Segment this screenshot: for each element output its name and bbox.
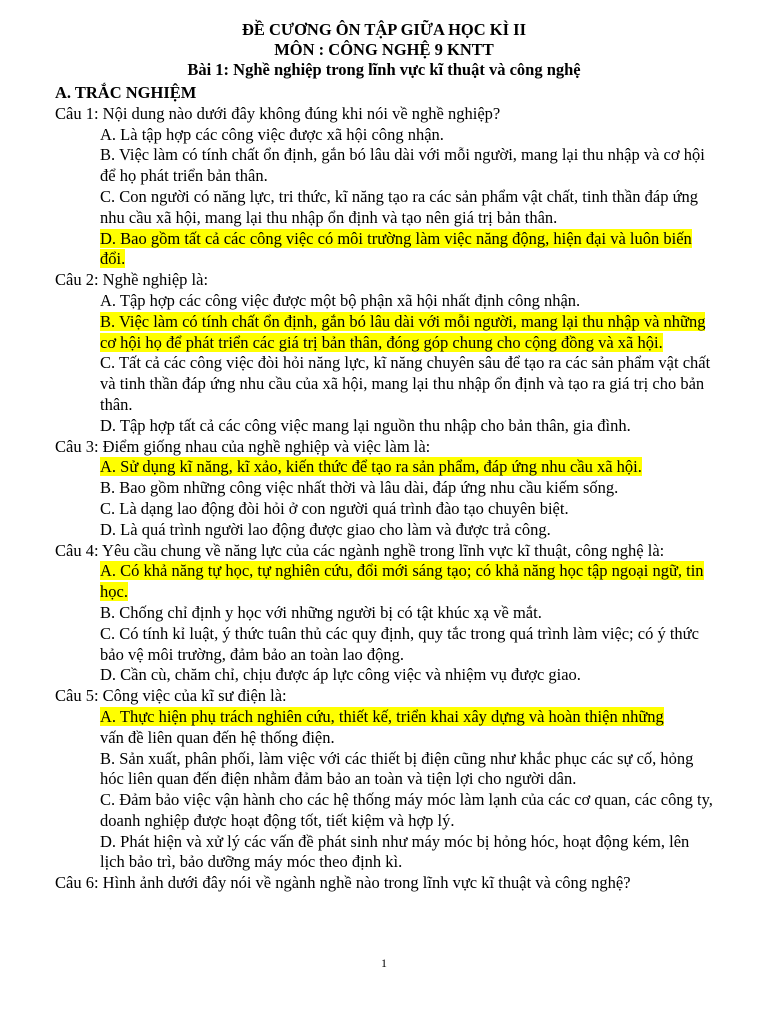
option-2b-answer [100, 312, 718, 354]
option-text: C. Đảm bảo việc vận hành cho các hệ thống máy móc làm lạnh của các cơ quan, các công ty, doanh nghiệp được hoạt động tốt, tiết kiệm và hợp lý. [100, 790, 713, 830]
option-text: B. Sản xuất, phân phối, làm việc với các thiết bị điện cũng như khắc phục các sự cố, hỏng hóc liên quan đến điện nhằm đảm bảo an toàn và tiện lợi cho người dân. [100, 748, 694, 789]
question-4: Câu 4: Yêu cầu chung về năng lực của các ngành nghề trong lĩnh vực kĩ thuật, công nghệ là: [55, 540, 665, 560]
option-1c [100, 187, 718, 229]
option-3c [100, 499, 718, 520]
option-text-continued: vấn đề liên quan đến hệ thống điện. [100, 727, 335, 747]
highlighted-answer: D. Bao gồm tất cả các công việc có môi trường làm việc năng động, hiện đại và luôn biến đổi. [100, 228, 692, 269]
option-text: A. Là tập hợp các công việc được xã hội công nhận. [100, 124, 444, 144]
option-2d [100, 416, 718, 437]
option-2c [100, 353, 718, 415]
option-3d [100, 520, 718, 541]
option-3a-answer [100, 457, 718, 478]
option-1d-answer [100, 229, 718, 271]
document-header [0, 0, 768, 80]
question-2: Câu 2: Nghề nghiệp là: [55, 270, 209, 290]
option-4a-answer [100, 561, 718, 603]
highlighted-answer: A. Sử dụng kĩ năng, kĩ xảo, kiến thức để tạo ra sản phẩm, đáp ứng nhu cầu xã hội. [100, 457, 642, 477]
question-5: Câu 5: Công việc của kĩ sư điện là: [55, 686, 287, 706]
highlighted-answer: A. Thực hiện phụ trách nghiên cứu, thiết kế, triển khai xây dựng và hoàn thiện những [100, 706, 664, 726]
option-text: C. Là dạng lao động đòi hỏi ở con người quá trình đào tạo chuyên biệt. [100, 498, 569, 518]
page-number: 1 [381, 956, 387, 970]
highlighted-answer: A. Có khả năng tự học, tự nghiên cứu, đổi mới sáng tạo; có khả năng học tập ngoại ngữ, tin học. [100, 561, 704, 602]
option-1a [100, 125, 718, 146]
option-4d [100, 665, 718, 686]
section-title: A. TRẮC NGHIỆM [55, 83, 197, 102]
document-content [55, 83, 718, 894]
option-5a-answer [100, 707, 718, 749]
option-text: C. Tất cả các công việc đòi hỏi năng lực, kĩ năng chuyên sâu để tạo ra các sản phẩm vật chất và tinh thần đáp ứng nhu cầu của xã hội, mang lại thu nhập ổn định và tạo ra giá trị cho bản thân. [100, 353, 711, 414]
option-1b [100, 145, 718, 187]
option-4c [100, 624, 718, 666]
document-title: ĐỀ CƯƠNG ÔN TẬP GIỮA HỌC KÌ II [241, 20, 527, 39]
option-text: C. Có tính kỉ luật, ý thức tuân thủ các quy định, quy tắc trong quá trình làm việc; có ý thức bảo vệ môi trường, đảm bảo an toàn lao động. [100, 623, 699, 664]
option-text: C. Con người có năng lực, tri thức, kĩ năng tạo ra các sản phẩm vật chất, tinh thần đáp ứng nhu cầu xã hội, mang lại thu nhập ổn định và tạo nên giá trị bản thân. [100, 186, 699, 227]
option-text: A. Tập hợp các công việc được một bộ phận xã hội nhất định công nhận. [100, 290, 581, 310]
option-2a [100, 291, 718, 312]
lesson-title: Bài 1: Nghề nghiệp trong lĩnh vực kĩ thuật và công nghệ [187, 60, 581, 79]
option-5b [100, 749, 718, 791]
option-text: D. Phát hiện và xử lý các vấn đề phát sinh như máy móc bị hỏng hóc, hoạt động kém, lên lịch bảo trì, bảo dưỡng máy móc theo định kì. [100, 831, 690, 872]
option-3b [100, 478, 718, 499]
option-text: D. Tập hợp tất cả các công việc mang lại nguồn thu nhập cho bản thân, gia đình. [100, 415, 631, 435]
option-text: B. Bao gồm những công việc nhất thời và lâu dài, đáp ứng nhu cầu kiếm sống. [100, 478, 619, 498]
option-text: B. Chống chỉ định y học với những người bị có tật khúc xạ về mắt. [100, 602, 542, 622]
option-4b [100, 603, 718, 624]
option-text: D. Là quá trình người lao động được giao cho làm và được trả công. [100, 519, 551, 539]
question-6: Câu 6: Hình ảnh dưới đây nói về ngành nghề nào trong lĩnh vực kĩ thuật và công nghệ? [55, 873, 631, 893]
option-5c [100, 790, 718, 832]
question-1: Câu 1: Nội dung nào dưới đây không đúng khi nói về nghề nghiệp? [55, 103, 501, 123]
subject-line: MÔN : CÔNG NGHỆ 9 KNTT [274, 40, 494, 59]
option-5d [100, 832, 718, 874]
highlighted-answer: B. Việc làm có tính chất ổn định, gắn bó lâu dài với mỗi người, mang lại thu nhập và những cơ hội họ để phát triển các giá trị bản thân, đóng góp chung cho cộng đồng và xã hội. [100, 311, 706, 352]
question-3: Câu 3: Điểm giống nhau của nghề nghiệp và việc làm là: [55, 436, 431, 456]
option-text: D. Cần cù, chăm chỉ, chịu được áp lực công việc và nhiệm vụ được giao. [100, 665, 581, 685]
option-text: B. Việc làm có tính chất ổn định, gắn bó lâu dài với mỗi người, mang lại thu nhập và cơ hội để họ phát triển bản thân. [100, 145, 705, 186]
